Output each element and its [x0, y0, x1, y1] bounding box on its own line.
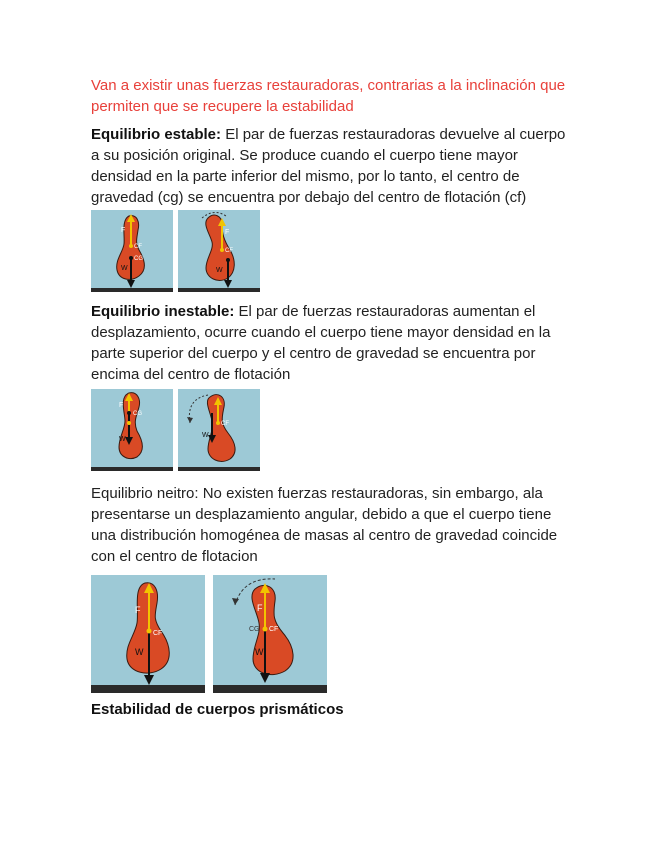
stable-equilibrium-paragraph: [91, 124, 571, 208]
cg-label: CG: [133, 411, 142, 417]
cg-label: CG: [134, 256, 143, 262]
cf-label: CF: [225, 248, 233, 254]
cg-label: CG: [249, 626, 260, 633]
intro-text: Van a existir unas fuerzas restauradoras, contrarias a la inclinación que permiten que se recupere la estabilidad: [91, 77, 566, 115]
cf-label: CF: [269, 626, 279, 633]
section-heading: Estabilidad de cuerpos prismáticos: [91, 701, 344, 718]
force-label: F: [121, 227, 126, 234]
unstable-equilibrium-text: El par de fuerzas restauradoras aumentan el desplazamiento, ocurre cuando el cuerpo tiene mayor densidad en la parte superior del cuerpo y el centro de gravedad se encuentra por encima del centro de flotación: [91, 303, 551, 383]
stable-equilibrium-text: El par de fuerzas restauradoras devuelve al cuerpo a su posición original. Se produce cuando el cuerpo tiene mayor densidad en la parte inferior del mismo, por lo tanto, el centro de gravedad (cg) se encuentra por debajo del centro de flotación (cf): [91, 126, 566, 206]
force-label: F: [225, 229, 230, 236]
unstable-figure-tilted: [178, 389, 260, 471]
weight-label: W: [255, 647, 264, 657]
force-label: F: [257, 603, 263, 613]
cf-label: CF: [134, 244, 142, 250]
unstable-equilibrium-term: Equilibrio inestable:: [91, 303, 235, 320]
unstable-figure-upright: [91, 389, 173, 471]
neutral-figure-upright: [91, 575, 205, 693]
weight-label: W: [121, 265, 128, 272]
weight-label: W: [119, 436, 126, 443]
stable-figure-tilted: [178, 210, 260, 292]
stable-figure-upright: [91, 210, 173, 292]
weight-label: W: [202, 432, 209, 439]
neutral-equilibrium-paragraph: [91, 483, 571, 567]
force-label: F: [119, 402, 124, 409]
force-label: F: [135, 605, 141, 615]
stable-equilibrium-term: Equilibrio estable:: [91, 126, 222, 143]
cf-label: CF: [153, 630, 163, 637]
neutral-figure-tilted: [213, 575, 327, 693]
neutral-equilibrium-text: Equilibrio neitro: No existen fuerzas restauradoras, sin embargo, ala presentarse un desplazamiento angular, debido a que el cuerpo tiene una distribución homogénea de masas al centro de gravedad coincide con el centro de flotacion: [91, 485, 558, 565]
unstable-equilibrium-paragraph: [91, 301, 571, 385]
cf-label: CF: [221, 421, 229, 427]
weight-label: W: [216, 267, 223, 274]
weight-label: W: [135, 647, 144, 657]
